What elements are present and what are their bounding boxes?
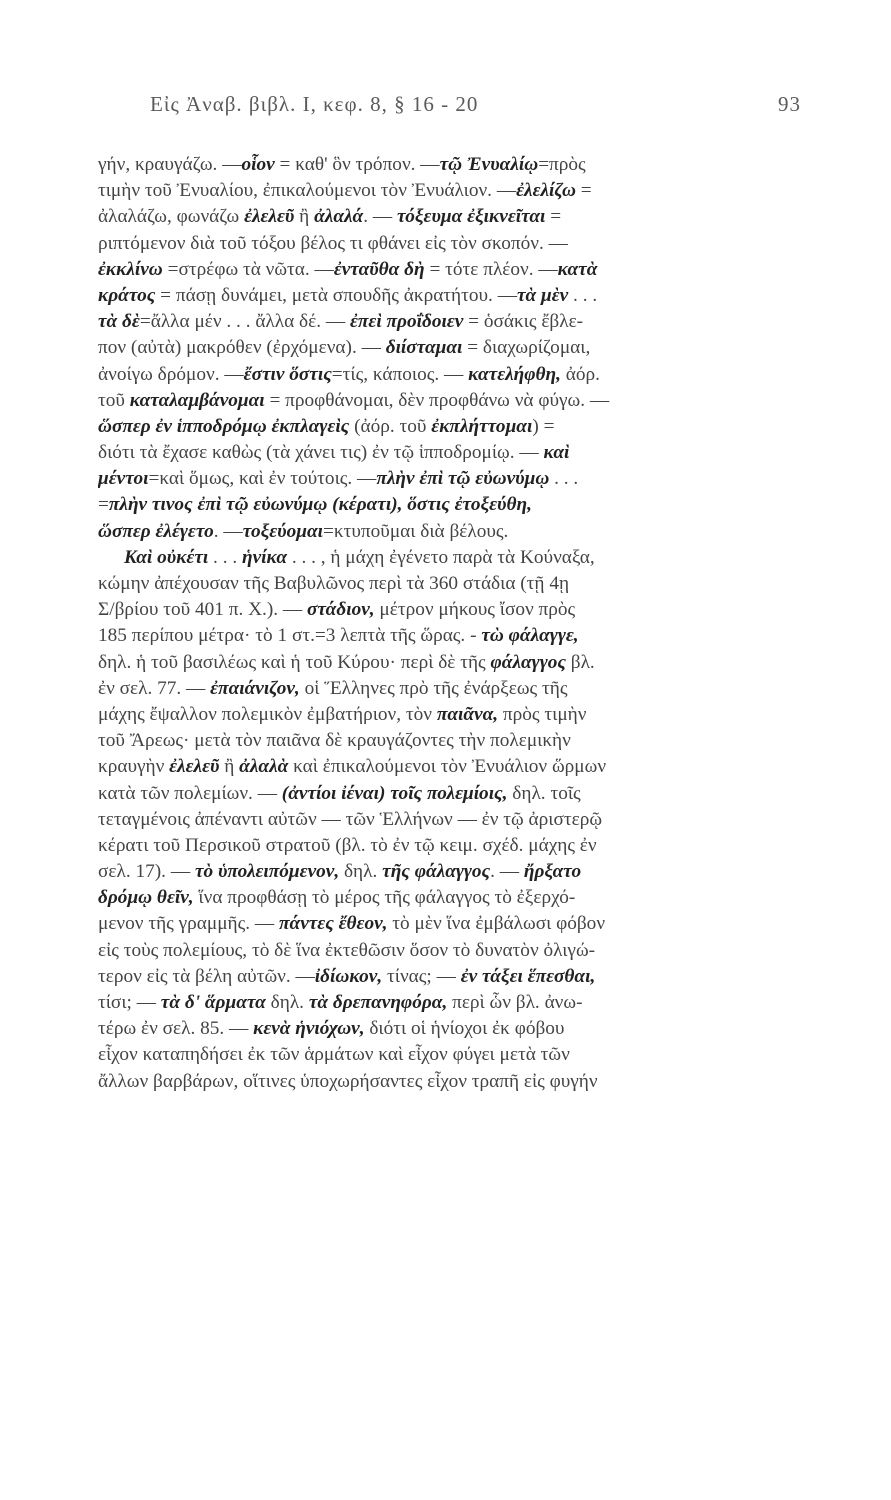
lemma-term: στάδιον, [307,599,375,621]
text-line [98,178,766,204]
gloss-text: κραυγὴν [98,756,170,778]
gloss-text: δηλ. ἡ τοῦ βασιλέως καὶ ἡ τοῦ Κύρου· περὶ δὲ τῆς [98,651,491,673]
gloss-text: ἀόρ. [560,363,600,385]
gloss-text: μάχης ἔψαλλον πολεμικὸν ἐμβατήριον, τὸν [98,703,437,725]
gloss-text: =ἄλλα μέν . . . ἄλλα δέ. — [139,311,350,333]
lemma-term: διίσταμαι [385,337,463,359]
lemma-term: ἡνίκα [241,546,287,568]
lemma-term: δρόμῳ θεῖν, [98,887,194,909]
gloss-text: = καθ' ὃν τρόπον. — [274,154,440,175]
gloss-text: κατὰ τῶν πολεμίων. — [98,782,282,804]
lemma-term: πλὴν τινος ἐπὶ τῷ εὐωνύμῳ (κέρατι), ὅστις ἐτοξεύθη, [108,494,532,516]
text-line [98,231,766,257]
text-line [98,545,766,571]
lemma-term: οἷον [241,154,275,175]
gloss-text: πον (αὐτὰ) μακρόθεν (ἐρχόμενα). — [98,337,386,359]
gloss-text: ἀνοίγω δρόμον. — [98,363,244,385]
gloss-text: =τίς, κάποιος. — [331,363,469,385]
text-line [98,728,766,754]
gloss-text: σελ. 17). — [98,861,195,883]
gloss-text: = [545,206,562,228]
text-line [98,204,766,230]
gloss-text: ἵνα προφθάσῃ τὸ μέρος τῆς φάλαγγος τὸ ἐξερχό- [193,887,576,909]
lemma-term: ἐπεὶ προΐδοιεν [349,311,464,333]
text-line [98,492,766,518]
gloss-text: = διαχωρίζομαι, [462,337,591,359]
gloss-text: =πρὸς [538,154,586,175]
gloss-text: . . . , ἡ μάχη ἐγένετο παρὰ τὰ Κούναξα, [287,546,595,568]
gloss-text: περὶ ὧν βλ. ἀνω- [447,992,583,1013]
gloss-text: . . . [568,284,598,306]
lemma-term: ἐλελεῦ [169,756,220,778]
lemma-term: τὼ φάλαγγε, [481,625,579,647]
gloss-text: Σ/βρίου τοῦ 401 π. Χ.). — [98,599,307,621]
text-line [98,597,766,623]
gloss-text: πρὸς τιμὴν [498,703,587,725]
text-line [98,650,766,676]
lemma-term: τῷ Ἐνυαλίῳ [439,154,539,175]
gloss-text: ἢ [294,206,315,228]
gloss-text: =καὶ ὅμως, καὶ ἐν τούτοις. — [148,468,377,490]
gloss-text: μενον τῆς γραμμῆς. — [98,913,279,935]
gloss-text: = [575,180,592,202]
gloss-text: =κτυποῦμαι διὰ βέλους. [323,520,509,542]
lemma-term: ἔστιν ὅστις [243,363,332,385]
lemma-term: καταλαμβάνομαι [129,389,265,411]
text-line [98,414,766,440]
lemma-term: κατελήφθη, [468,363,561,385]
lemma-term: ὥσπερ ἐλέγετο [98,520,214,542]
text-line [98,335,766,361]
lemma-term: παιᾶνα, [436,703,499,725]
gloss-text: τιμὴν τοῦ Ἐνυαλίου, ἐπικαλούμενοι τὸν Ἐνυάλιον. — [98,180,517,202]
gloss-text: =στρέφω τὰ νῶτα. — [162,258,334,280]
gloss-text: κώμην ἀπέχουσαν τῆς Βαβυλῶνος περὶ τὰ 360 στάδια (τῇ 4ῃ [98,573,570,594]
gloss-text: ἐν σελ. 77. — [98,677,211,699]
lemma-term: καὶ [543,442,570,464]
page-number: 93 [778,92,801,116]
gloss-text: . . . [549,468,579,490]
lemma-term: ἐκπλήττομαι [431,415,533,437]
lemma-term: τὰ δρεπανηφόρα, [308,992,448,1013]
gloss-text: διότι οἱ ἡνίοχοι ἐκ φόβου [364,1018,565,1040]
commentary-text [98,152,766,1095]
text-line [98,571,766,597]
lemma-term: κατὰ [557,258,598,280]
gloss-text: εἰς τοὺς πολεμίους, τὸ δὲ ἵνα ἐκτεθῶσιν ὅσον τὸ δυνατὸν ὀλιγώ- [98,939,596,961]
gloss-text: = ὁσάκις ἔβλε- [463,311,584,333]
gloss-text: τέρω ἐν σελ. 85. — [98,1018,254,1040]
lemma-term: πάντες ἔθεον, [279,913,388,935]
text-line [98,309,766,335]
gloss-text: δηλ. [339,861,383,883]
running-header [150,92,801,122]
text-line [98,938,766,964]
gloss-text: εἶχον καταπηδήσει ἐκ τῶν ἁρμάτων καὶ εἶχον φύγει μετὰ τῶν [98,1044,570,1066]
text-line [98,964,766,990]
text-line [98,1069,766,1095]
lemma-term: ἐλελίζω [516,180,576,202]
lemma-term: (ἀντίοι ἰέναι) τοῖς πολεμίοις, [281,782,508,804]
text-line [98,362,766,388]
gloss-text: δηλ. τοῖς [507,782,581,804]
gloss-text: ἀλαλάζω, φωνάζω [98,206,245,228]
lemma-term: ἰδίωκον, [314,965,383,987]
gloss-text: . . . [208,546,242,568]
text-line [98,859,766,885]
lemma-term: ἐπαιάνιζον, [210,677,300,699]
text-line [98,754,766,780]
gloss-text: = [98,494,109,516]
gloss-text: . — [490,861,524,883]
lemma-term: ἤρξατο [523,861,582,883]
running-title: Εἰς Ἀναβ. βιβλ. I, κεφ. 8, § 16 - 20 [150,92,479,116]
gloss-text: ἄλλων βαρβάρων, οἵτινες ὑποχωρήσαντες εἶχον τραπῆ εἰς φυγήν [98,1070,598,1092]
text-line [98,257,766,283]
lemma-term: ἀλαλὰ [239,756,289,778]
gloss-text: μέτρον μήκους ἴσον πρὸς [374,599,576,621]
gloss-text: . — [363,206,397,228]
gloss-text: τοῦ Ἄρεως· μετὰ τὸν παιᾶνα δὲ κραυγάζοντες τὴν πολεμικὴν [98,730,571,752]
lemma-term: Καὶ οὐκέτι [124,546,209,568]
gloss-text: δηλ. [265,992,309,1013]
lemma-term: κράτος [98,284,156,306]
text-line [98,911,766,937]
gloss-text: τεταγμένοις ἀπέναντι αὐτῶν — τῶν Ἑλλήνων — ἐν τῷ ἀριστερῷ [98,808,603,830]
gloss-text: καὶ ἐπικαλούμενοι τὸν Ἐνυάλιον ὥρμων [288,756,607,778]
text-line [98,440,766,466]
lemma-term: φάλαγγος [490,651,566,673]
lemma-term: ὥσπερ ἐν ἱπποδρόμῳ ἐκπλαγεὶς [98,415,350,437]
gloss-text: (ἀόρ. τοῦ [349,415,432,437]
lemma-term: ἐκκλίνω [98,258,163,280]
lemma-term: τὰ μὲν [516,284,569,306]
text-line [98,152,766,178]
gloss-text: . — [213,520,243,542]
text-line [98,1016,766,1042]
gloss-text: τὸ μὲν ἵνα ἐμβάλωσι φόβον [387,913,606,935]
text-line [98,885,766,911]
lemma-term: ἐνταῦθα δὴ [333,258,425,280]
gloss-text: βλ. [565,651,595,673]
gloss-text: διότι τὰ ἔχασε καθὼς (τὰ χάνει τις) ἐν τῷ ἱπποδρομίῳ. — [98,442,544,464]
lemma-term: τοξεύομαι [242,520,324,542]
lemma-term: τῆς φάλαγγος [382,861,491,883]
gloss-text: οἱ Ἕλληνες πρὸ τῆς ἐνάρξεως τῆς [299,677,568,699]
text-line [98,466,766,492]
lemma-term: πλὴν ἐπὶ τῷ εὐωνύμῳ [376,468,550,490]
lemma-term: ἐλελεῦ [244,206,295,228]
text-line [98,388,766,414]
gloss-text: ριπτόμενον διὰ τοῦ τόξου βέλος τι φθάνει εἰς τὸν σκοπόν. — [98,232,568,254]
gloss-text: = προφθάνομαι, δὲν προφθάνω νὰ φύγω. — [264,389,610,411]
gloss-text: ) = [532,415,555,437]
lemma-term: μέντοι [98,468,149,490]
lemma-term: τὰ δ' ἅρματα [160,992,266,1013]
gloss-text: τοῦ [98,389,130,411]
text-line [98,781,766,807]
text-line [98,283,766,309]
gloss-text: κέρατι τοῦ Περσικοῦ στρατοῦ (βλ. τὸ ἐν τῷ κειμ. σχέδ. μάχης ἐν [98,834,597,856]
text-line [98,990,766,1016]
text-line [98,519,766,545]
lemma-term: τὰ δὲ [98,311,140,333]
gloss-text: 185 περίπου μέτρα· τὸ 1 στ.=3 λεπτὰ τῆς ὥρας. - [98,625,482,647]
text-line [98,1042,766,1068]
gloss-text: τερον εἰς τὰ βέλη αὐτῶν. — [98,965,315,987]
text-line [98,833,766,859]
lemma-term: τόξευμα ἐξικνεῖται [396,206,546,228]
text-line [98,807,766,833]
gloss-text: γήν, κραυγάζω. — [98,154,242,175]
text-line [98,676,766,702]
gloss-text: τίνας; — [382,965,461,987]
lemma-term: τὸ ὑπολειπόμενον, [194,861,340,883]
lemma-term: κενὰ ἡνιόχων, [253,1018,365,1040]
gloss-text: = πάσῃ δυνάμει, μετὰ σπουδῆς ἀκρατήτου. — [155,284,517,306]
text-line [98,702,766,728]
gloss-text: = τότε πλέον. — [424,258,558,280]
gloss-text: τίσι; — [98,992,161,1013]
text-line [98,623,766,649]
lemma-term: ἐν τάξει ἕπεσθαι, [460,965,596,987]
lemma-term: ἀλαλά [314,206,364,228]
gloss-text: ἢ [219,756,240,778]
